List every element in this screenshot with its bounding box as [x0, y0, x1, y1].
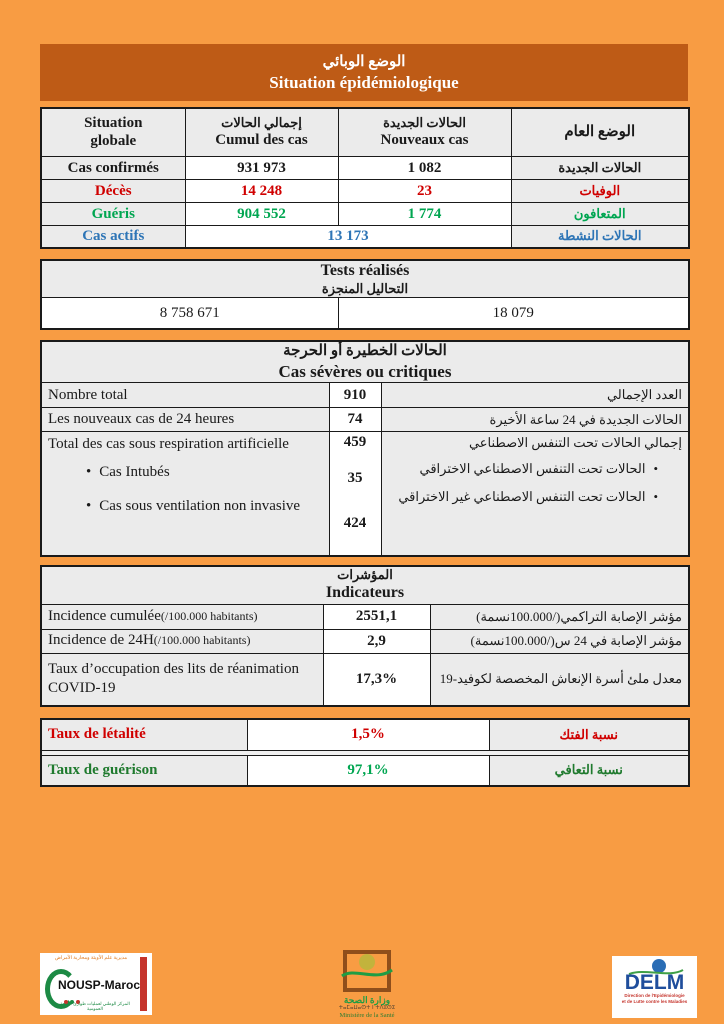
- severe-header-row: [41, 341, 689, 383]
- header-situation-globale: Situation globale: [41, 108, 185, 156]
- row-occupation-lits: [41, 653, 689, 706]
- indicators-title-ar: المؤشرات: [337, 567, 393, 583]
- label-nouveaux-24h: Les nouveaux cas de 24 heures: [41, 408, 329, 432]
- global-table-header-row: [41, 108, 689, 156]
- tests-table: [40, 259, 690, 330]
- label-intubes-ar: • الحالات تحت التنفس الاصطناعي الاختراقي: [419, 460, 658, 476]
- label-respiration-ar: إجمالي الحالات تحت التنفس الاصطناعي: [468, 435, 682, 450]
- label-cas-actifs: Cas actifs: [41, 225, 185, 248]
- value-nouveaux-24h: 74: [329, 408, 381, 432]
- label-deces-ar: الوفيات: [511, 179, 689, 202]
- tests-title-ar: التحاليل المنجزة: [321, 281, 409, 296]
- value-cas-actifs: 13 173: [185, 225, 511, 248]
- page-title-banner: [40, 44, 688, 101]
- severe-row-total: [41, 383, 689, 408]
- page-title-arabic: الوضع الوبائي: [322, 53, 406, 70]
- delm-title: DELM: [624, 971, 685, 994]
- label-nombre-total-ar: العدد الإجمالي: [381, 383, 689, 408]
- severe-row-nouveaux-24h: [41, 408, 689, 432]
- severe-title-cell: [41, 341, 689, 383]
- label-deces: Décès: [41, 179, 185, 202]
- value-intubes: 35: [347, 470, 363, 486]
- label-gueris: Guéris: [41, 202, 185, 225]
- value-confirmes-cumul: 931 973: [185, 156, 338, 179]
- severe-title-ar: الحالات الخطيرة أو الحرجة: [283, 343, 447, 359]
- value-confirmes-nouveaux: 1 082: [338, 156, 511, 179]
- label-non-invasive-ar: • الحالات تحت التنفس الاصطناعي غير الاختراقي: [398, 489, 658, 505]
- label-nombre-total: Nombre total: [41, 383, 329, 408]
- severe-title-fr: Cas sévères ou critiques: [278, 361, 452, 381]
- ministry-name-tifinagh: ⵜⴰⵎⴰⵡⴰⵙⵜ ⵏ ⵜⴷⵓⵙⵉ: [338, 1005, 396, 1012]
- indicators-title-cell: [41, 566, 689, 604]
- indicators-header-row: [41, 566, 689, 604]
- value-incidence-24h: 2,9: [323, 629, 430, 653]
- global-situation-table: [40, 107, 690, 249]
- value-taux-letalite: 1,5%: [247, 719, 489, 750]
- value-nombre-total: 910: [329, 383, 381, 408]
- ministry-name-french: Ministère de la Santé: [339, 1011, 395, 1019]
- value-respiration-total: 459: [343, 434, 367, 450]
- respiration-french-cell: [41, 432, 329, 556]
- delm-logo: [612, 956, 697, 1018]
- nousp-maroc-logo: [40, 953, 152, 1015]
- nousp-arabic-top-text: مديرية علم الأوبئة ومحاربة الأمراض: [54, 956, 128, 961]
- indicators-title-fr: Indicateurs: [325, 584, 405, 602]
- label-taux-guerison: Taux de guérison: [41, 755, 247, 786]
- label-cas-actifs-ar: الحالات النشطة: [511, 225, 689, 248]
- bullet-icon: •: [653, 489, 658, 505]
- label-cas-intubes: • Cas Intubés: [48, 463, 323, 483]
- value-occupation-lits: 17,3%: [323, 653, 430, 706]
- label-incidence-cumulee: Incidence cumulée(/100.000 habitants): [41, 604, 323, 629]
- severe-cases-table: [40, 340, 690, 557]
- row-gueris: [41, 202, 689, 225]
- value-non-invasive: 424: [343, 515, 367, 531]
- label-taux-letalite: Taux de létalité: [41, 719, 247, 750]
- rates-table: [40, 718, 690, 787]
- label-occupation-lits: Taux d’occupation des lits de réanimation COVID-19: [41, 653, 323, 706]
- nousp-arabic-bottom-text: المركز الوطني لعمليات طوارئ الصحة العمومية: [60, 1001, 130, 1012]
- row-taux-letalite: [41, 719, 689, 750]
- row-deces: [41, 179, 689, 202]
- header-situation-generale-ar: الوضع العام: [511, 108, 689, 156]
- tests-title-fr: Tests réalisés: [320, 262, 410, 279]
- label-incidence-cumulee-ar: مؤشر الإصابة التراكمي(/100.000نسمة): [430, 604, 689, 629]
- value-gueris-nouveaux: 1 774: [338, 202, 511, 225]
- label-incidence-24h: Incidence de 24H(/100.000 habitants): [41, 629, 323, 653]
- label-nouveaux-24h-ar: الحالات الجديدة في 24 ساعة الأخيرة: [381, 408, 689, 432]
- ministry-emblem-icon: [340, 949, 394, 995]
- label-cas-confirmes: Cas confirmés: [41, 156, 185, 179]
- row-cas-confirmes: [41, 156, 689, 179]
- tests-cumul-value: 8 758 671: [41, 298, 338, 329]
- row-incidence-cumulee: [41, 604, 689, 629]
- bullet-icon: •: [86, 464, 92, 481]
- respiration-values-cell: [329, 432, 381, 556]
- bullet-icon: •: [86, 497, 92, 514]
- value-taux-guerison: 97,1%: [247, 755, 489, 786]
- label-taux-letalite-ar: نسبة الفتك: [489, 719, 689, 750]
- value-incidence-cumulee: 2551,1: [323, 604, 430, 629]
- header-cumul-des-cas: إجمالي الحالات Cumul des cas: [185, 108, 338, 156]
- ministry-of-health-logo: [330, 949, 404, 1020]
- label-gueris-ar: المتعافون: [511, 202, 689, 225]
- severe-row-respiration: [41, 432, 689, 556]
- tests-nouveaux-value: 18 079: [338, 298, 689, 329]
- row-cas-actifs: [41, 225, 689, 248]
- page-title-french: Situation épidémiologique: [269, 72, 459, 92]
- tests-values-row: [41, 298, 689, 329]
- indicators-table: [40, 565, 690, 707]
- label-respiration-artificielle: Total des cas sous respiration artificielle: [48, 436, 289, 452]
- row-incidence-24h: [41, 629, 689, 653]
- value-deces-nouveaux: 23: [338, 179, 511, 202]
- value-deces-cumul: 14 248: [185, 179, 338, 202]
- label-ventilation-non-invasive: • Cas sous ventilation non invasive: [48, 497, 323, 517]
- nousp-title: NOUSP-Maroc: [57, 978, 140, 992]
- respiration-arabic-cell: [381, 432, 689, 556]
- label-taux-guerison-ar: نسبة التعافي: [489, 755, 689, 786]
- label-confirmes-ar: الحالات الجديدة: [511, 156, 689, 179]
- delm-subtitle: Direction de l'Epidémiologie et de Lutte contre les Maladies: [621, 993, 688, 1004]
- bullet-icon: •: [653, 460, 658, 476]
- header-nouveaux-cas: الحالات الجديدة Nouveaux cas: [338, 108, 511, 156]
- tests-title-cell: [41, 260, 689, 298]
- label-incidence-24h-ar: مؤشر الإصابة في 24 س(/100.000نسمة): [430, 629, 689, 653]
- ministry-name-arabic: وزارة الصحة: [343, 995, 391, 1005]
- row-taux-guerison: [41, 755, 689, 786]
- value-gueris-cumul: 904 552: [185, 202, 338, 225]
- nousp-red-bar: [140, 957, 147, 1011]
- tests-header-row: [41, 260, 689, 298]
- label-occupation-lits-ar: معدل ملئ أسرة الإنعاش المخصصة لكوفيد-19: [430, 653, 689, 706]
